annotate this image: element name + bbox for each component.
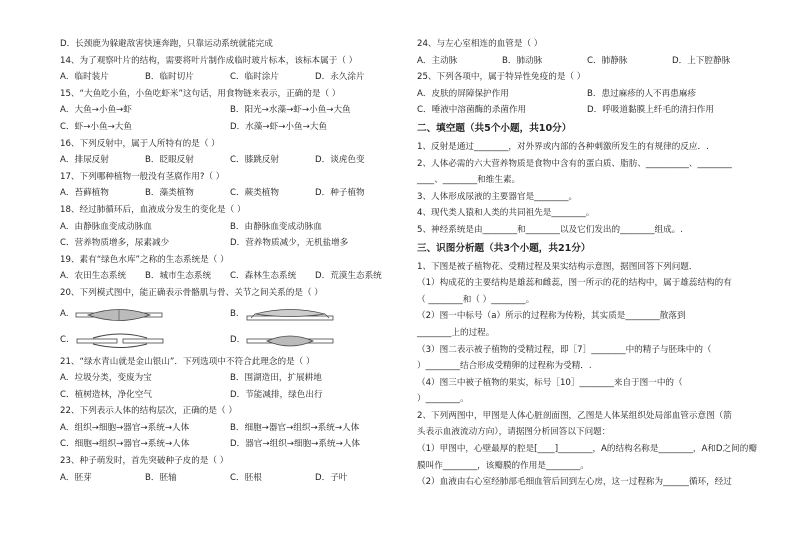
q25-stem: 25、下列各项中，属于特异性免疫的是（ ） [417,72,586,83]
fill-in-q1: 1、反射是通过________，对外界或内部的各种刺激所发生的有规律的反应．. [417,141,709,152]
q21-options-row2 [60,387,400,404]
analysis-line: （3）图二表示被子植物的受精过程，即［7］________中的精子与胚珠中的（ [417,344,712,355]
option-d: D．呼吸道黏膜上纤毛的清扫作用 [587,105,714,116]
analysis-line: 头表示血液流动方向），请据图分析回答以下问题： [417,427,611,438]
q15-stem: 15、“大鱼吃小鱼，小鱼吃虾米”这句话，用食物链来表示，正确的是（ ） [60,88,341,99]
option-a: A．垃圾分类，变废为宝 [60,373,152,384]
option-b: B．城市生态系统 [145,271,212,282]
q13-option-d: D．长颈鹿为躲避敌害快速奔跑，只靠运动系统就能完成 [60,39,273,49]
q16-stem: 16、下列反射中，属于人所特有的是（ ） [60,138,220,149]
option-b: B．藻类植物 [145,188,194,199]
muscle-bone-diagram-a [74,306,164,324]
option-c: C．唾液中溶菌酶的杀菌作用 [417,105,527,116]
option-b: B．阳光→水藻→虾→小鱼→大鱼 [230,105,351,116]
q17-stem: 17、下列哪种植物一般没有茎腐作用?（ ） [60,171,225,182]
q19-options [60,268,400,285]
q22-stem: 22、下列表示人体的结构层次，正确的是（ ） [60,406,237,417]
q20-option-a [60,306,230,324]
option-b: B．由静脉血变成动脉血 [230,221,322,232]
q22-options-row1 [60,420,400,437]
q21-stem: 21、“绿水青山就是金山银山”．下列选项中不符合此理念的是（ ） [60,356,315,367]
q19-stem: 19、素有“绿色水库”之称的生态系统是（ ） [60,254,229,265]
q17-options [60,185,400,202]
option-c: C．蕨类植物 [230,188,279,199]
option-d: D．永久涂片 [315,72,365,83]
option-c: C．虾→小鱼→大鱼 [60,121,132,132]
option-d: D．器官→组织→细胞→系统→人体 [230,439,360,450]
fill-in-q2-line1: 2、人体必需的六大营养物质是食物中含有的蛋白质、脂肪、__________、________ [417,158,732,169]
q14-options [60,69,400,86]
option-b: B．眨眼反射 [145,155,194,166]
section-diagram-analysis-heading: 三、识图分析题（共3个小题，共21分） [417,242,591,254]
analysis-line: （4）图三中被子植物的果实，标号［10］________来自于图一中的（ [417,377,683,388]
q23-options [60,470,400,487]
q20-figure-row2 [60,328,400,354]
option-b: B．围湖造田，扩展耕地 [230,373,322,384]
q18-stem: 18、经过肺循环后，血液成分发生的变化是（ ） [60,204,246,215]
fill-in-q4: 4、现代类人猿和人类的共同祖先是________。 [417,208,595,219]
analysis-line: （1）甲图中，心壁最厚的腔是[____]________，A的结构名称是________，A和D之间的瓣 [417,444,757,455]
analysis-line: 2、下列两图中，甲图是人体心脏剖面图，乙图是人体某组织处局部血管示意图（箭 [417,410,732,421]
option-c: C．膝跳反射 [230,155,279,166]
analysis-line: 膜叫作________，该瓣膜的作用是________。 [417,460,589,471]
analysis-line: 1、下图是被子植物花、受精过程及果实结构示意图，据图回答下列问题． [417,261,698,272]
analysis-line: ________上的过程。 [417,327,495,338]
option-d: D．种子植物 [315,188,365,199]
q22-options-row2 [60,436,400,453]
option-a: A．皮肤的屏障保护作用 [417,88,509,99]
q18-options-row1 [60,219,400,236]
option-a: A．大鱼→小鱼→虾 [60,105,132,116]
option-c: C．植树造林，净化空气 [60,389,152,400]
muscle-bone-diagram-c [75,332,165,350]
option-c: C．森林生态系统 [230,271,297,282]
q20-stem: 20、下列模式图中，能正确表示骨骼肌与骨、关节之间关系的是（ ） [60,287,323,298]
option-a: A．主动脉 [417,55,458,66]
option-b: B．患过麻疹的人不再患麻疹 [587,88,697,99]
q15-options-row1 [60,102,400,119]
option-b: B．临时切片 [145,72,194,83]
option-a: A．组织→细胞→器官→系统→人体 [60,422,190,433]
option-d: D．谈虎色变 [315,155,365,166]
option-a: A．农田生态系统 [60,271,127,282]
option-d: D．上下腔静脉 [672,55,731,66]
q20-figure-row1 [60,302,400,328]
analysis-line: （ ________和（ ）________。 [417,294,535,305]
option-c: C．胚根 [230,472,262,483]
option-a: A．苔藓植物 [60,188,109,199]
option-a: A．临时装片 [60,72,109,83]
option-d: D．子叶 [315,472,348,483]
q15-options-row2 [60,119,400,136]
option-b: B．肺动脉 [502,55,543,66]
right-column [417,36,757,491]
option-label: D. [230,335,240,346]
option-c: C．肺静脉 [587,55,628,66]
muscle-bone-diagram-d [245,332,335,350]
q25-options-row1 [417,86,757,103]
option-b: B．细胞→器官→组织→系统→人体 [230,422,360,433]
option-label: A. [60,309,69,320]
option-c: C．细胞→组织→器官→系统→人体 [60,439,190,450]
analysis-line: （2）图一中标号（a）所示的过程称为传粉，其实质是________散落到 [417,311,686,322]
analysis-line: ）________结合形成受精卵的过程称为受精．. [417,361,592,372]
q16-options [60,152,400,169]
q23-stem: 23、种子萌发时，首先突破种子皮的是（ ） [60,456,229,467]
option-d: D．节能减排，绿色出行 [230,389,323,400]
q24-stem: 24、与左心室相连的血管是（ ） [417,39,543,49]
option-d: D．荒漠生态系统 [315,271,382,282]
option-a: A．胚芽 [60,472,92,483]
q14-stem: 14、为了观察叶片的结构，需要将叶片制作成临时玻片标本，该标本属于（ ） [60,55,358,66]
q20-option-c [60,332,230,350]
fill-in-q5: 5、神经系统是由________和________以及它们发出的________组成。. [417,224,684,235]
muscle-bone-diagram-b [245,306,335,324]
q25-options-row2 [417,102,757,119]
section-fill-in-heading: 二、填空题（共5个小题，共10分） [417,122,572,134]
option-a: A．排尿反射 [60,155,109,166]
analysis-line: （2）血液由右心室经肺部毛细血管后回到左心房，这一过程称为______循环，经过 [417,477,732,488]
q18-options-row2 [60,235,400,252]
option-label: C. [60,335,69,346]
left-column [60,36,400,486]
option-c: C．营养物质增多，尿素减少 [60,238,170,249]
option-d: D．水藻→虾→小鱼→大鱼 [230,121,327,132]
fill-in-q2-line2: ____、________和维生素。 [417,175,521,186]
analysis-line: （1）构成花的主要结构是雄蕊和雌蕊，图一所示的花的结构中，属于雄蕊结构的有 [417,278,732,289]
q24-options [417,53,757,70]
q20-option-d [230,332,400,350]
option-a: A．由静脉血变成动脉血 [60,221,152,232]
option-b: B．胚轴 [145,472,177,483]
analysis-line: ）________。 [417,394,469,405]
option-label: B. [230,309,239,320]
option-c: C．临时涂片 [230,72,279,83]
q20-option-b [230,306,400,324]
fill-in-q3: 3、人体形成尿液的主要器官是________。 [417,191,578,202]
option-d: D．营养物质减少，无机盐增多 [230,238,349,249]
q21-options-row1 [60,370,400,387]
